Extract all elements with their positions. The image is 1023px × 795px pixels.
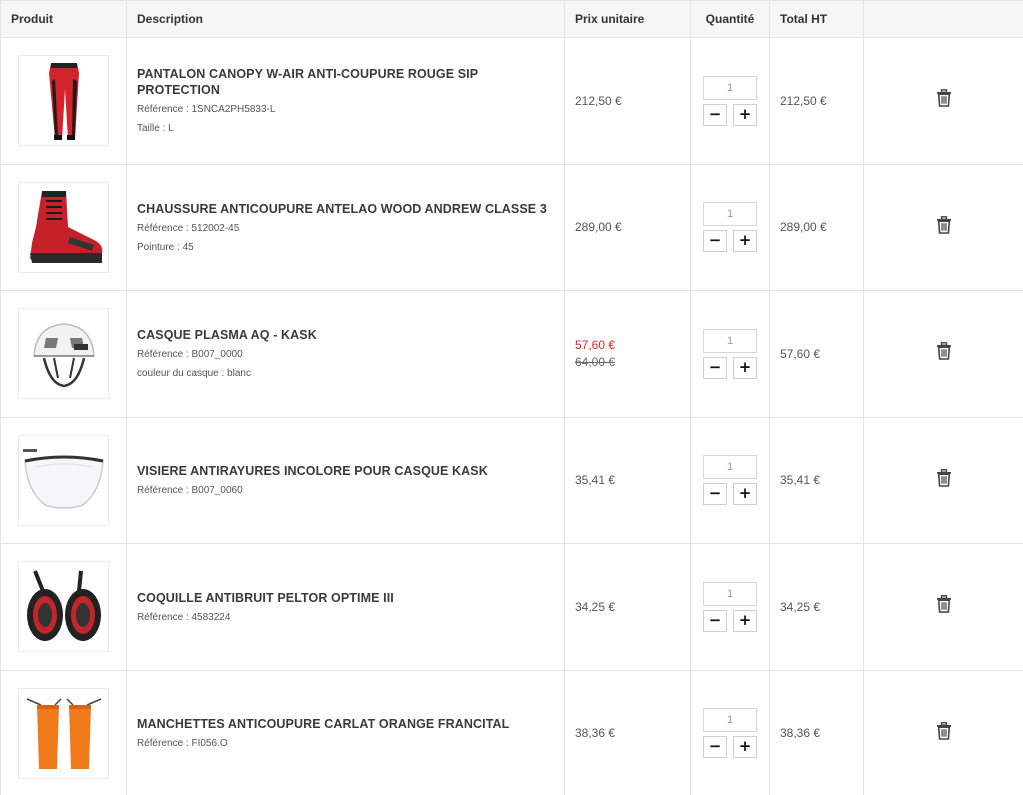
quantity-input[interactable] bbox=[703, 329, 757, 353]
line-total: 57,60 € bbox=[770, 291, 864, 418]
sale-price: 57,60 € bbox=[575, 338, 616, 353]
trash-icon[interactable] bbox=[936, 342, 952, 365]
header-actions bbox=[864, 1, 1023, 38]
red-boot-image[interactable] bbox=[18, 182, 109, 273]
line-total: 34,25 € bbox=[770, 544, 864, 671]
cart-header-row bbox=[1, 1, 1023, 38]
trash-icon[interactable] bbox=[936, 469, 952, 492]
trash-icon[interactable] bbox=[936, 595, 952, 618]
product-name[interactable]: PANTALON CANOPY W-AIR ANTI-COUPURE ROUGE SIP PROTECTION bbox=[137, 67, 478, 98]
increase-quantity-button[interactable]: + bbox=[733, 104, 757, 126]
orange-sleeves-image[interactable] bbox=[18, 688, 109, 779]
cart-row bbox=[1, 38, 1023, 165]
red-trousers-image[interactable] bbox=[18, 55, 109, 146]
increase-quantity-button[interactable]: + bbox=[733, 483, 757, 505]
product-name[interactable]: MANCHETTES ANTICOUPURE CARLAT ORANGE FRANCITAL bbox=[137, 717, 510, 732]
product-reference: Référence : B007_0060 bbox=[137, 485, 243, 497]
quantity-input[interactable] bbox=[703, 582, 757, 606]
header-unit-price: Prix unitaire bbox=[565, 1, 691, 38]
quantity-stepper bbox=[703, 329, 757, 379]
header-quantity: Quantité bbox=[691, 1, 770, 38]
decrease-quantity-button[interactable]: − bbox=[703, 610, 727, 632]
decrease-quantity-button[interactable]: − bbox=[703, 483, 727, 505]
line-total: 35,41 € bbox=[770, 417, 864, 544]
product-reference: Référence : FI056.O bbox=[137, 738, 228, 750]
increase-quantity-button[interactable]: + bbox=[733, 357, 757, 379]
unit-price: 35,41 € bbox=[565, 417, 691, 544]
product-name[interactable]: VISIERE ANTIRAYURES INCOLORE POUR CASQUE KASK bbox=[137, 464, 488, 479]
product-reference: Référence : 1SNCA2PH5833-L bbox=[137, 104, 276, 116]
cart-row bbox=[1, 164, 1023, 291]
ear-muffs-image[interactable] bbox=[18, 561, 109, 652]
product-attribute: couleur du casque : blanc bbox=[137, 368, 251, 380]
quantity-stepper bbox=[703, 76, 757, 126]
increase-quantity-button[interactable]: + bbox=[733, 610, 757, 632]
product-name[interactable]: CASQUE PLASMA AQ - KASK bbox=[137, 328, 317, 343]
header-description: Description bbox=[127, 1, 565, 38]
product-reference: Référence : B007_0000 bbox=[137, 349, 243, 361]
quantity-input[interactable] bbox=[703, 708, 757, 732]
original-price: 64,00 € bbox=[575, 355, 616, 370]
decrease-quantity-button[interactable]: − bbox=[703, 104, 727, 126]
white-helmet-image[interactable] bbox=[18, 308, 109, 399]
trash-icon[interactable] bbox=[936, 722, 952, 745]
decrease-quantity-button[interactable]: − bbox=[703, 230, 727, 252]
increase-quantity-button[interactable]: + bbox=[733, 230, 757, 252]
unit-price: 38,36 € bbox=[565, 670, 691, 795]
quantity-input[interactable] bbox=[703, 76, 757, 100]
line-total: 38,36 € bbox=[770, 670, 864, 795]
product-name[interactable]: CHAUSSURE ANTICOUPURE ANTELAO WOOD ANDREW CLASSE 3 bbox=[137, 201, 547, 216]
quantity-stepper bbox=[703, 202, 757, 252]
product-reference: Référence : 4583224 bbox=[137, 611, 231, 623]
decrease-quantity-button[interactable]: − bbox=[703, 357, 727, 379]
header-total: Total HT bbox=[770, 1, 864, 38]
line-total: 212,50 € bbox=[770, 38, 864, 165]
increase-quantity-button[interactable]: + bbox=[733, 736, 757, 758]
unit-price: 212,50 € bbox=[565, 38, 691, 165]
quantity-stepper bbox=[703, 455, 757, 505]
unit-price: 34,25 € bbox=[565, 544, 691, 671]
product-name[interactable]: COQUILLE ANTIBRUIT PELTOR OPTIME III bbox=[137, 590, 394, 605]
cart-row bbox=[1, 544, 1023, 671]
trash-icon[interactable] bbox=[936, 89, 952, 112]
line-total: 289,00 € bbox=[770, 164, 864, 291]
quantity-input[interactable] bbox=[703, 455, 757, 479]
quantity-stepper bbox=[703, 708, 757, 758]
trash-icon[interactable] bbox=[936, 216, 952, 239]
decrease-quantity-button[interactable]: − bbox=[703, 736, 727, 758]
cart-row bbox=[1, 417, 1023, 544]
unit-price: 289,00 € bbox=[565, 164, 691, 291]
product-attribute: Pointure : 45 bbox=[137, 241, 194, 253]
header-product: Produit bbox=[1, 1, 127, 38]
cart-row bbox=[1, 670, 1023, 795]
visor-image[interactable] bbox=[18, 435, 109, 526]
quantity-input[interactable] bbox=[703, 202, 757, 226]
cart-row bbox=[1, 291, 1023, 418]
product-reference: Référence : 512002-45 bbox=[137, 222, 240, 234]
product-attribute: Taille : L bbox=[137, 123, 174, 135]
quantity-stepper bbox=[703, 582, 757, 632]
